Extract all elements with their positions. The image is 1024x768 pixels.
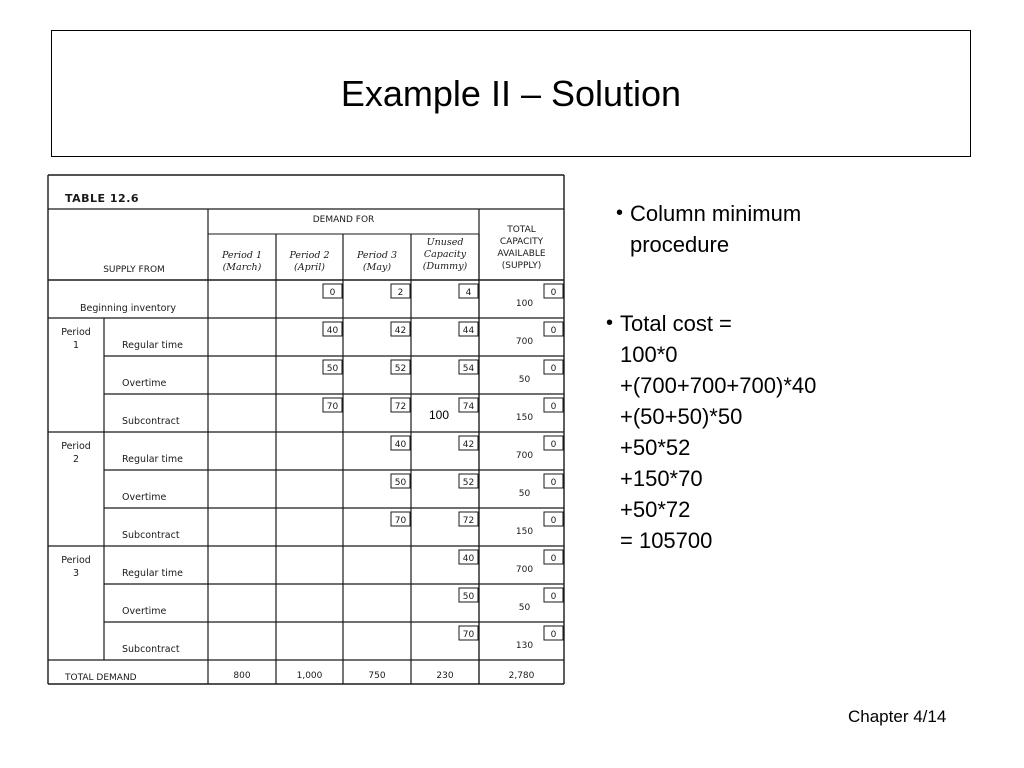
bullet-line: Column minimum	[630, 201, 802, 226]
header-total-capacity: AVAILABLE	[497, 249, 546, 259]
total-demand-value: 1,000	[296, 671, 323, 681]
cost-value: 54	[462, 364, 475, 374]
bullet-total-cost	[592, 308, 816, 556]
cost-value: 74	[462, 402, 475, 412]
header-total-capacity: CAPACITY	[499, 237, 544, 247]
column-header: (March)	[222, 262, 262, 273]
cost-value: 70	[326, 402, 339, 412]
row-label: Subcontract	[122, 530, 180, 541]
row-capacity: 50	[518, 603, 531, 613]
cost-value: 44	[462, 326, 475, 336]
bullet-line: procedure	[630, 232, 730, 257]
row-label: Regular time	[122, 568, 183, 579]
row-capacity: 130	[515, 641, 534, 651]
header-total-capacity: (SUPPLY)	[501, 261, 542, 271]
row-group-label: 3	[72, 568, 80, 579]
cost-value: 0	[550, 478, 557, 488]
row-capacity: 700	[515, 337, 534, 347]
table-caption: TABLE 12.6	[65, 192, 140, 205]
cost-value: 0	[550, 440, 557, 450]
row-group-label: 1	[72, 340, 80, 351]
cost-value: 0	[550, 516, 557, 526]
cost-value: 0	[550, 326, 557, 336]
cost-value: 0	[550, 630, 557, 640]
table-grid	[47, 174, 566, 686]
row-capacity: 700	[515, 565, 534, 575]
cost-value: 42	[462, 440, 475, 450]
cost-value: 40	[462, 554, 475, 564]
row-capacity: 150	[515, 413, 534, 423]
column-header: Period 2	[289, 250, 330, 261]
bullet-line: +(700+700+700)*40	[620, 373, 817, 398]
row-group-label: Period	[61, 555, 91, 566]
row-label: Subcontract	[122, 416, 180, 427]
footer-chapter: Chapter 4/14	[848, 707, 947, 726]
cost-value: 72	[394, 402, 407, 412]
cost-value: 0	[550, 364, 557, 374]
cost-value: 0	[550, 288, 557, 298]
total-demand-value: 750	[368, 671, 386, 681]
total-demand-value: 230	[436, 671, 454, 681]
allocation-note: 100	[428, 408, 450, 422]
row-label: Subcontract	[122, 644, 180, 655]
cost-value: 52	[462, 478, 475, 488]
row-label: Beginning inventory	[80, 303, 176, 314]
row-capacity: 50	[518, 375, 531, 385]
row-group-label: Period	[61, 441, 91, 452]
cost-value: 70	[462, 630, 475, 640]
column-header: Unused	[426, 237, 464, 248]
row-capacity: 150	[515, 527, 534, 537]
header-supply-from: SUPPLY FROM	[103, 265, 165, 275]
column-header: Capacity	[423, 249, 467, 260]
column-header: (May)	[362, 262, 392, 273]
bullet-line: +150*70	[620, 466, 703, 491]
bullet-line: Total cost =	[620, 311, 732, 336]
slide-title: Example II – Solution	[340, 72, 682, 114]
total-demand-value: 2,780	[508, 671, 535, 681]
total-demand-label: TOTAL DEMAND	[65, 673, 137, 683]
bullet-column-minimum	[602, 198, 801, 260]
total-demand-value: 800	[233, 671, 251, 681]
bullet-line: 100*0	[620, 342, 678, 367]
header-total-capacity: TOTAL	[507, 225, 536, 235]
cost-value: 50	[326, 364, 339, 374]
cost-value: 40	[394, 440, 407, 450]
cost-value: 0	[550, 592, 557, 602]
cost-value: 50	[394, 478, 407, 488]
column-header: Period 1	[221, 250, 263, 261]
row-capacity: 50	[518, 489, 531, 499]
cost-value: 0	[329, 288, 336, 298]
row-label: Regular time	[122, 454, 183, 465]
title-box	[51, 30, 971, 157]
bullet-dot: •	[616, 202, 624, 224]
transportation-table	[47, 174, 566, 686]
row-label: Regular time	[122, 340, 183, 351]
cost-value: 2	[397, 288, 404, 298]
cost-value: 4	[465, 288, 472, 298]
cost-value: 42	[394, 326, 407, 336]
row-label: Overtime	[122, 378, 167, 389]
cost-value: 50	[462, 592, 475, 602]
cost-value: 72	[462, 516, 475, 526]
bullet-line: +50*52	[620, 435, 691, 460]
bullet-line: +(50+50)*50	[620, 404, 743, 429]
cost-value: 52	[394, 364, 407, 374]
bullet-line: +50*72	[620, 497, 691, 522]
row-label: Overtime	[122, 492, 167, 503]
row-group-label: Period	[61, 327, 91, 338]
bullet-dot: •	[606, 312, 614, 334]
row-group-label: 2	[72, 454, 80, 465]
row-capacity: 100	[515, 299, 534, 309]
cost-value: 0	[550, 554, 557, 564]
bullet-line: = 105700	[620, 528, 713, 553]
row-capacity: 700	[515, 451, 534, 461]
row-label: Overtime	[122, 606, 167, 617]
header-demand-for: DEMAND FOR	[312, 215, 375, 225]
column-header: Period 3	[356, 250, 398, 261]
column-header: (Dummy)	[422, 261, 468, 272]
cost-value: 70	[394, 516, 407, 526]
cost-value: 0	[550, 402, 557, 412]
cost-value: 40	[326, 326, 339, 336]
column-header: (April)	[294, 262, 325, 273]
